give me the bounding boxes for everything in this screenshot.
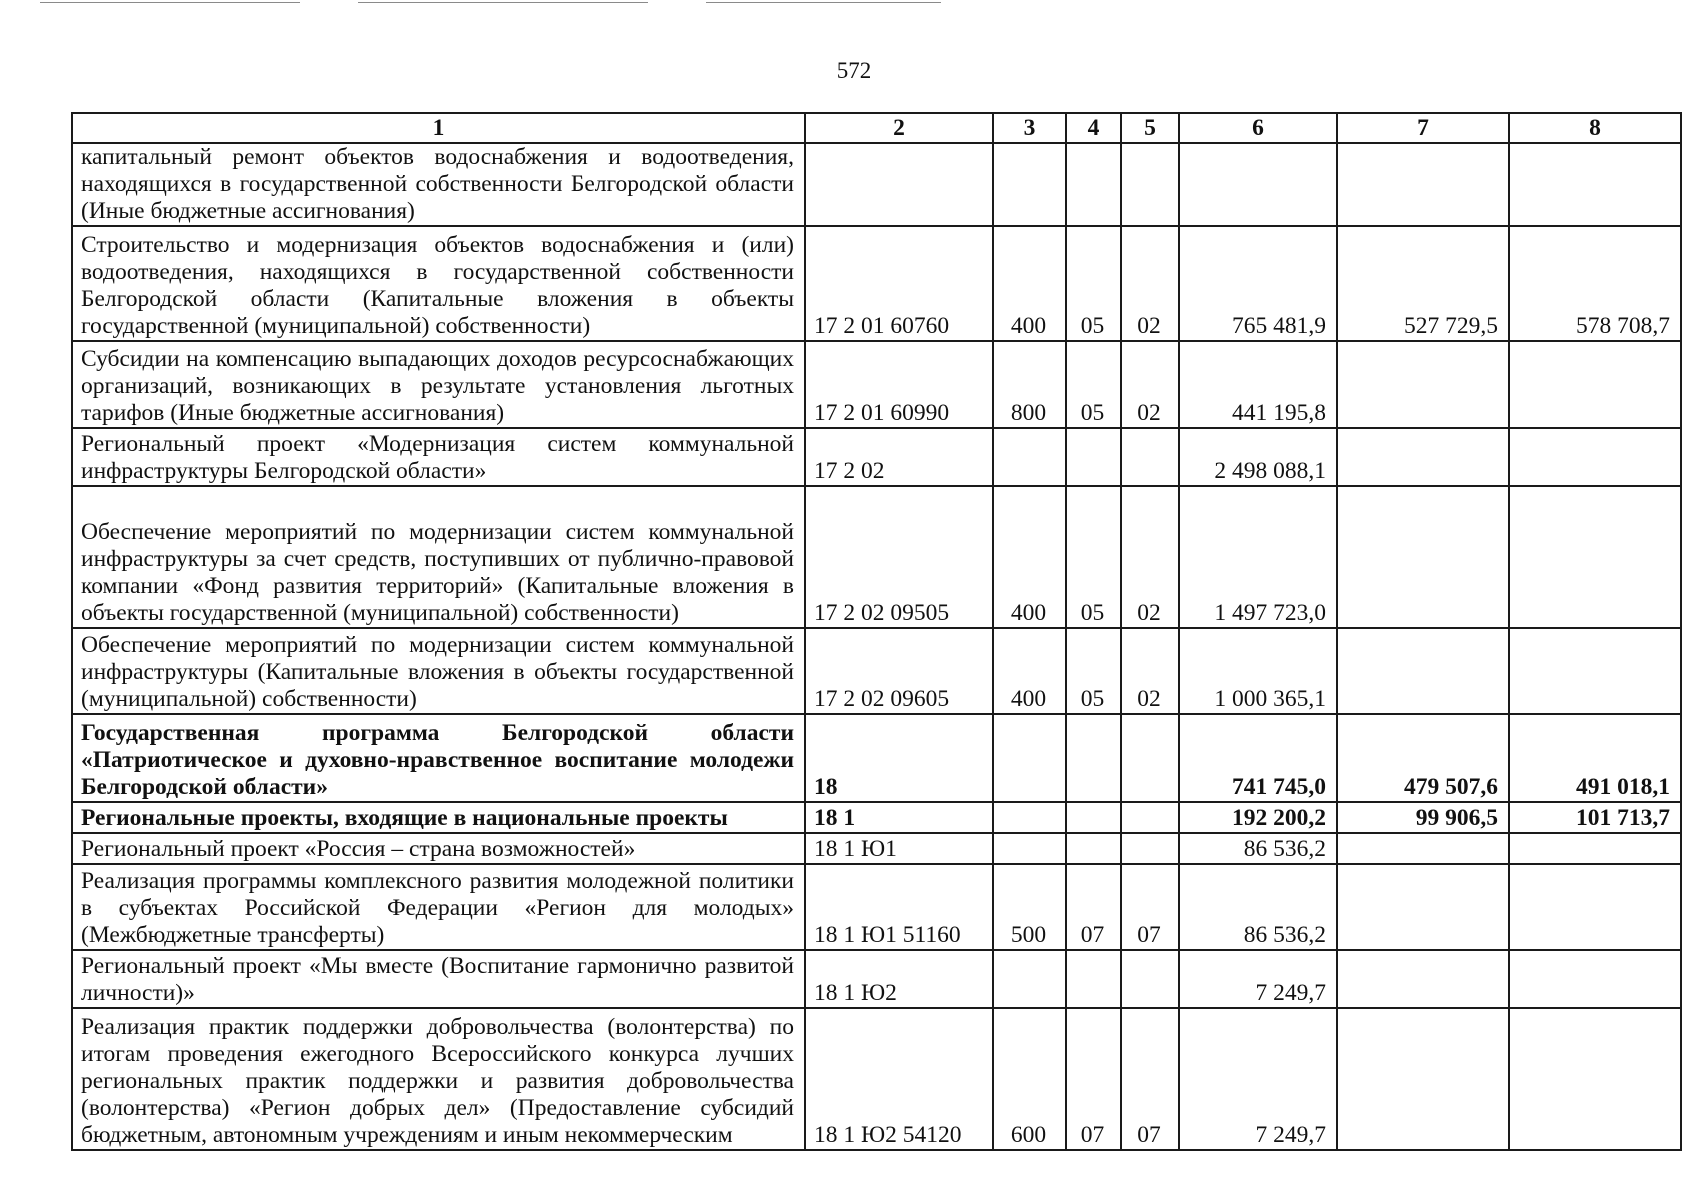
table-row bbox=[72, 628, 1681, 714]
row-expense-type: 400 bbox=[993, 226, 1066, 341]
column-header: 4 bbox=[1066, 113, 1121, 143]
row-amount-col8: 101 713,7 bbox=[1509, 802, 1681, 833]
table-row bbox=[72, 1008, 1681, 1150]
column-header: 7 bbox=[1337, 113, 1509, 143]
table-row bbox=[72, 226, 1681, 341]
row-expense-type: 500 bbox=[993, 864, 1066, 950]
row-amount-col7 bbox=[1337, 341, 1509, 428]
table-row bbox=[72, 864, 1681, 950]
row-amount-col7: 479 507,6 bbox=[1337, 714, 1509, 802]
column-header: 5 bbox=[1121, 113, 1179, 143]
column-header: 2 bbox=[805, 113, 993, 143]
row-amount-col6: 2 498 088,1 bbox=[1179, 428, 1337, 486]
row-subsection: 02 bbox=[1121, 226, 1179, 341]
table-row bbox=[72, 486, 1681, 628]
row-amount-col7 bbox=[1337, 628, 1509, 714]
row-expense-type bbox=[993, 428, 1066, 486]
row-amount-col6: 441 195,8 bbox=[1179, 341, 1337, 428]
row-subsection: 02 bbox=[1121, 486, 1179, 628]
row-amount-col8: 491 018,1 bbox=[1509, 714, 1681, 802]
row-amount-col8 bbox=[1509, 833, 1681, 864]
row-target-code: 17 2 01 60990 bbox=[805, 341, 993, 428]
row-section: 07 bbox=[1066, 1008, 1121, 1150]
row-amount-col7 bbox=[1337, 1008, 1509, 1150]
table-row bbox=[72, 714, 1681, 802]
row-amount-col6: 192 200,2 bbox=[1179, 802, 1337, 833]
row-expense-type: 400 bbox=[993, 486, 1066, 628]
budget-table bbox=[71, 112, 1682, 1151]
row-expense-type bbox=[993, 714, 1066, 802]
row-amount-col6: 741 745,0 bbox=[1179, 714, 1337, 802]
row-amount-col6: 86 536,2 bbox=[1179, 833, 1337, 864]
row-expense-type bbox=[993, 143, 1066, 226]
table-row bbox=[72, 950, 1681, 1008]
column-header: 3 bbox=[993, 113, 1066, 143]
row-target-code: 18 1 Ю2 54120 bbox=[805, 1008, 993, 1150]
row-amount-col6: 1 000 365,1 bbox=[1179, 628, 1337, 714]
row-amount-col8 bbox=[1509, 428, 1681, 486]
row-name: Обеспечение мероприятий по модернизации систем коммунальной инфраструктуры (Капитальные вложения в объекты государственной (муниципальной) собственности) bbox=[72, 628, 805, 714]
row-amount-col8 bbox=[1509, 143, 1681, 226]
row-target-code: 17 2 02 09505 bbox=[805, 486, 993, 628]
row-amount-col8 bbox=[1509, 486, 1681, 628]
row-amount-col6 bbox=[1179, 143, 1337, 226]
row-section bbox=[1066, 833, 1121, 864]
row-amount-col8 bbox=[1509, 1008, 1681, 1150]
row-amount-col7 bbox=[1337, 428, 1509, 486]
row-target-code: 17 2 02 09605 bbox=[805, 628, 993, 714]
row-amount-col6: 1 497 723,0 bbox=[1179, 486, 1337, 628]
header-rule-left bbox=[40, 2, 300, 3]
row-section: 05 bbox=[1066, 341, 1121, 428]
row-name: Государственная программа Белгородской области «Патриотическое и духовно-нравственное воспитание молодежи Белгородской области» bbox=[72, 714, 805, 802]
row-amount-col7 bbox=[1337, 143, 1509, 226]
row-target-code: 18 1 Ю1 bbox=[805, 833, 993, 864]
row-amount-col6: 765 481,9 bbox=[1179, 226, 1337, 341]
row-section bbox=[1066, 428, 1121, 486]
row-amount-col6: 86 536,2 bbox=[1179, 864, 1337, 950]
table-row bbox=[72, 341, 1681, 428]
row-amount-col7: 99 906,5 bbox=[1337, 802, 1509, 833]
row-expense-type: 400 bbox=[993, 628, 1066, 714]
row-subsection bbox=[1121, 428, 1179, 486]
row-name: Обеспечение мероприятий по модернизации систем коммунальной инфраструктуры за счет средств, поступивших от публично-правовой компании «Фонд развития территорий» (Капитальные вложения в объекты государственной (муниципальной) собственности) bbox=[72, 486, 805, 628]
row-name: Субсидии на компенсацию выпадающих доходов ресурсоснабжающих организаций, возникающих в результате установления льготных тарифов (Иные бюджетные ассигнования) bbox=[72, 341, 805, 428]
row-amount-col6: 7 249,7 bbox=[1179, 1008, 1337, 1150]
row-section bbox=[1066, 143, 1121, 226]
table-row bbox=[72, 802, 1681, 833]
row-amount-col8: 578 708,7 bbox=[1509, 226, 1681, 341]
row-expense-type: 800 bbox=[993, 341, 1066, 428]
header-rule-middle bbox=[358, 2, 648, 3]
row-amount-col6: 7 249,7 bbox=[1179, 950, 1337, 1008]
row-subsection bbox=[1121, 714, 1179, 802]
row-name: Строительство и модернизация объектов водоснабжения и (или) водоотведения, находящихся в государственной собственности Белгородской области (Капитальные вложения в объекты государственной (муниципальной) собственности) bbox=[72, 226, 805, 341]
row-name: Региональный проект «Россия – страна возможностей» bbox=[72, 833, 805, 864]
row-name: Региональные проекты, входящие в национальные проекты bbox=[72, 802, 805, 833]
row-section: 05 bbox=[1066, 628, 1121, 714]
header-row bbox=[72, 113, 1681, 143]
row-amount-col7 bbox=[1337, 486, 1509, 628]
row-subsection bbox=[1121, 950, 1179, 1008]
row-section: 05 bbox=[1066, 486, 1121, 628]
row-subsection: 07 bbox=[1121, 864, 1179, 950]
column-header: 8 bbox=[1509, 113, 1681, 143]
row-subsection: 07 bbox=[1121, 1008, 1179, 1150]
row-amount-col8 bbox=[1509, 341, 1681, 428]
row-subsection bbox=[1121, 802, 1179, 833]
row-amount-col7 bbox=[1337, 950, 1509, 1008]
row-expense-type bbox=[993, 950, 1066, 1008]
row-section bbox=[1066, 714, 1121, 802]
row-amount-col8 bbox=[1509, 628, 1681, 714]
row-target-code: 18 1 Ю2 bbox=[805, 950, 993, 1008]
row-amount-col7: 527 729,5 bbox=[1337, 226, 1509, 341]
row-target-code bbox=[805, 143, 993, 226]
row-target-code: 18 1 bbox=[805, 802, 993, 833]
row-subsection: 02 bbox=[1121, 341, 1179, 428]
table-row bbox=[72, 143, 1681, 226]
row-name: капитальный ремонт объектов водоснабжения и водоотведения, находящихся в государственной собственности Белгородской области (Иные бюджетные ассигнования) bbox=[72, 143, 805, 226]
row-target-code: 18 1 Ю1 51160 bbox=[805, 864, 993, 950]
row-subsection bbox=[1121, 143, 1179, 226]
column-header: 1 bbox=[72, 113, 805, 143]
row-amount-col8 bbox=[1509, 950, 1681, 1008]
column-header: 6 bbox=[1179, 113, 1337, 143]
row-subsection bbox=[1121, 833, 1179, 864]
row-section bbox=[1066, 802, 1121, 833]
row-amount-col7 bbox=[1337, 864, 1509, 950]
row-target-code: 17 2 01 60760 bbox=[805, 226, 993, 341]
row-target-code: 17 2 02 bbox=[805, 428, 993, 486]
row-name: Реализация программы комплексного развития молодежной политики в субъектах Российской Федерации «Регион для молодых» (Межбюджетные трансферты) bbox=[72, 864, 805, 950]
row-amount-col7 bbox=[1337, 833, 1509, 864]
row-expense-type bbox=[993, 802, 1066, 833]
row-expense-type: 600 bbox=[993, 1008, 1066, 1150]
row-section: 05 bbox=[1066, 226, 1121, 341]
table-row bbox=[72, 428, 1681, 486]
row-section: 07 bbox=[1066, 864, 1121, 950]
row-section bbox=[1066, 950, 1121, 1008]
row-name: Региональный проект «Модернизация систем коммунальной инфраструктуры Белгородской области» bbox=[72, 428, 805, 486]
page-number: 572 bbox=[836, 58, 872, 83]
row-target-code: 18 bbox=[805, 714, 993, 802]
row-name: Региональный проект «Мы вместе (Воспитание гармонично развитой личности)» bbox=[72, 950, 805, 1008]
table-row bbox=[72, 833, 1681, 864]
header-rule-right bbox=[706, 2, 941, 3]
row-expense-type bbox=[993, 833, 1066, 864]
row-subsection: 02 bbox=[1121, 628, 1179, 714]
row-name: Реализация практик поддержки добровольчества (волонтерства) по итогам проведения ежегодного Всероссийского конкурса лучших региональных практик поддержки и развития добровольчества (волонтерства) «Регион добрых дел» (Предоставление субсидий бюджетным, автономным учреждениям и иным некоммерческим bbox=[72, 1008, 805, 1150]
row-amount-col8 bbox=[1509, 864, 1681, 950]
